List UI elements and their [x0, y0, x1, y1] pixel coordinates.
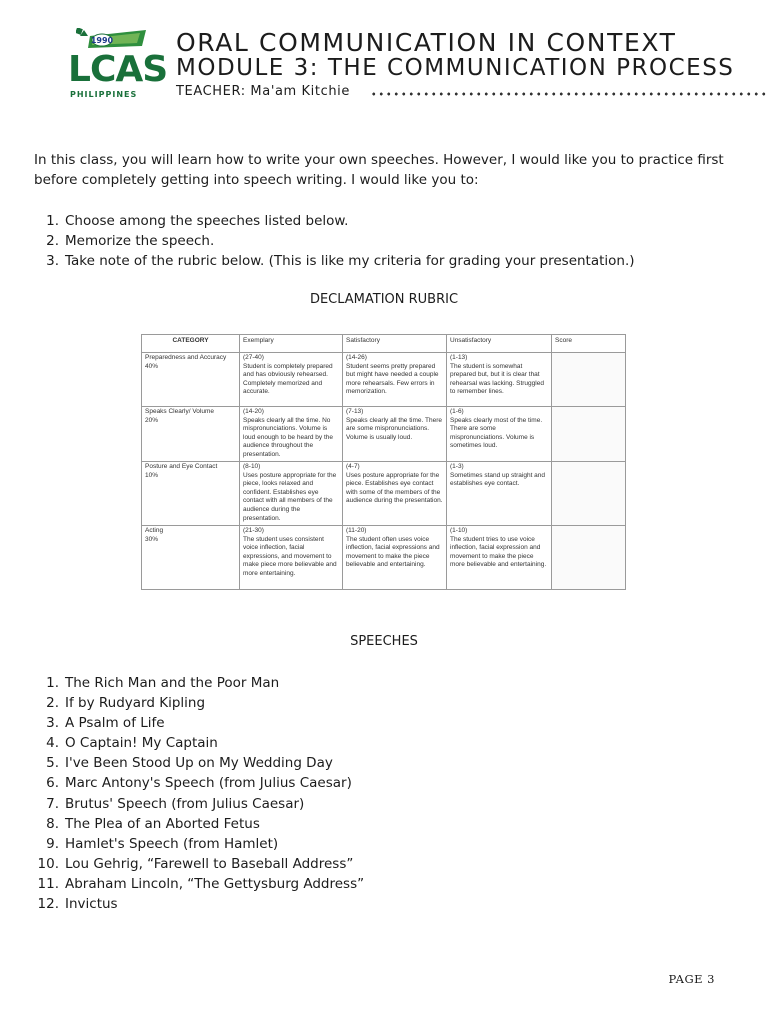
- category-cell: Preparedness and Accuracy 40%: [142, 353, 240, 407]
- teacher-line: TEACHER: Ma'am Kitchie: [176, 84, 350, 99]
- speeches-list: [34, 673, 364, 914]
- list-item: 11. Abraham Lincoln, “The Gettysburg Address”: [37, 875, 365, 892]
- list-item: 8. The Plea of an Aborted Fetus: [46, 815, 260, 832]
- rubric-heading: DECLAMATION RUBRIC: [309, 292, 459, 307]
- intro-paragraph: In this class, you will learn how to write your own speeches. However, I would like you to practice first before completely getting into speech writing. I would like you to:: [34, 152, 724, 188]
- speeches-heading: SPEECHES: [350, 634, 418, 649]
- dotted-divider: [370, 92, 768, 96]
- score-cell: [552, 407, 626, 462]
- list-item: 10. Lou Gehrig, “Farewell to Baseball Address”: [37, 855, 354, 872]
- document-title: ORAL COMMUNICATION IN CONTEXT: [176, 28, 677, 57]
- list-item: 3. A Psalm of Life: [46, 715, 165, 732]
- header-exemplary: Exemplary: [240, 335, 343, 353]
- category-cell: Posture and Eye Contact 10%: [142, 462, 240, 526]
- module-title: MODULE 3: THE COMMUNICATION PROCESS: [176, 55, 735, 81]
- step-item: 1. Choose among the speeches listed below.: [46, 213, 349, 229]
- satisfactory-cell: (4-7) Uses posture appropriate for the piece. Establishes eye contact with some of the members of the audience during the presentation.: [343, 462, 447, 526]
- satisfactory-cell: (11-20) The student often uses voice inflection, facial expressions and movement to make the piece believable and entertaining.: [343, 526, 447, 590]
- unsatisfactory-cell: (1-6) Speaks clearly most of the time. There are some mispronunciations. Volume is sometimes loud.: [447, 407, 552, 462]
- list-item: 2. If by Rudyard Kipling: [46, 695, 206, 712]
- rubric-table: [141, 334, 626, 590]
- table-header-row: [142, 335, 626, 353]
- exemplary-cell: (21-30) The student uses consistent voice inflection, facial expressions, and movement to make piece more believable and more entertaining.: [240, 526, 343, 590]
- unsatisfactory-cell: (1-10) The student tries to use voice inflection, facial expression and movement to make the piece more believable and entertaining.: [447, 526, 552, 590]
- step-item: 2. Memorize the speech.: [46, 233, 215, 249]
- unsatisfactory-cell: (1-3) Sometimes stand up straight and establishes eye contact.: [447, 462, 552, 526]
- school-logo: [58, 26, 168, 102]
- instruction-steps: [34, 211, 635, 271]
- list-item: 9. Hamlet's Speech (from Hamlet): [46, 835, 279, 852]
- category-cell: Acting 30%: [142, 526, 240, 590]
- exemplary-cell: (8-10) Uses posture appropriate for the piece, looks relaxed and confident. Establishes eye contact with all members of the audience during the presentation.: [240, 462, 343, 526]
- score-cell: [552, 462, 626, 526]
- table-row: [142, 407, 626, 462]
- header-satisfactory: Satisfactory: [343, 335, 447, 353]
- list-item: 5. I've Been Stood Up on My Wedding Day: [46, 755, 333, 772]
- satisfactory-cell: (7-13) Speaks clearly all the time. There are some mispronunciations. Volume is usually loud.: [343, 407, 447, 462]
- category-cell: Speaks Clearly/ Volume 20%: [142, 407, 240, 462]
- score-cell: [552, 526, 626, 590]
- logo-wordmark: LCAS: [68, 49, 168, 90]
- score-cell: [552, 353, 626, 407]
- logo-year: 1990: [90, 36, 114, 45]
- list-item: 1. The Rich Man and the Poor Man: [46, 675, 280, 691]
- satisfactory-cell: (14-26) Student seems pretty prepared but might have needed a couple more rehearsals. Few errors in memorization.: [343, 353, 447, 407]
- table-row: [142, 353, 626, 407]
- step-item: 3. Take note of the rubric below. (This is like my criteria for grading your presentation.): [46, 253, 635, 269]
- table-row: [142, 462, 626, 526]
- page-number: PAGE 3: [668, 972, 715, 986]
- exemplary-cell: (14-20) Speaks clearly all the time. No mispronunciations. Volume is loud enough to be heard by the audience throughout the presentation.: [240, 407, 343, 462]
- list-item: 6. Marc Antony's Speech (from Julius Caesar): [46, 775, 352, 792]
- logo-flag-graphic: [76, 28, 150, 50]
- exemplary-cell: (27-40) Student is completely prepared and has obviously rehearsed. Completely memorized and accurate.: [240, 353, 343, 407]
- table-row: [142, 526, 626, 590]
- list-item: 4. O Captain! My Captain: [46, 735, 218, 752]
- header-category: CATEGORY: [142, 335, 240, 353]
- list-item: 7. Brutus' Speech (from Julius Caesar): [46, 795, 305, 812]
- header-unsatisfactory: Unsatisfactory: [447, 335, 552, 353]
- unsatisfactory-cell: (1-13) The student is somewhat prepared but, but it is clear that rehearsal was lacking. Struggled to remember lines.: [447, 353, 552, 407]
- list-item: 12. Invictus: [37, 896, 118, 913]
- logo-subtitle: PHILIPPINES: [70, 90, 138, 99]
- header-score: Score: [552, 335, 626, 353]
